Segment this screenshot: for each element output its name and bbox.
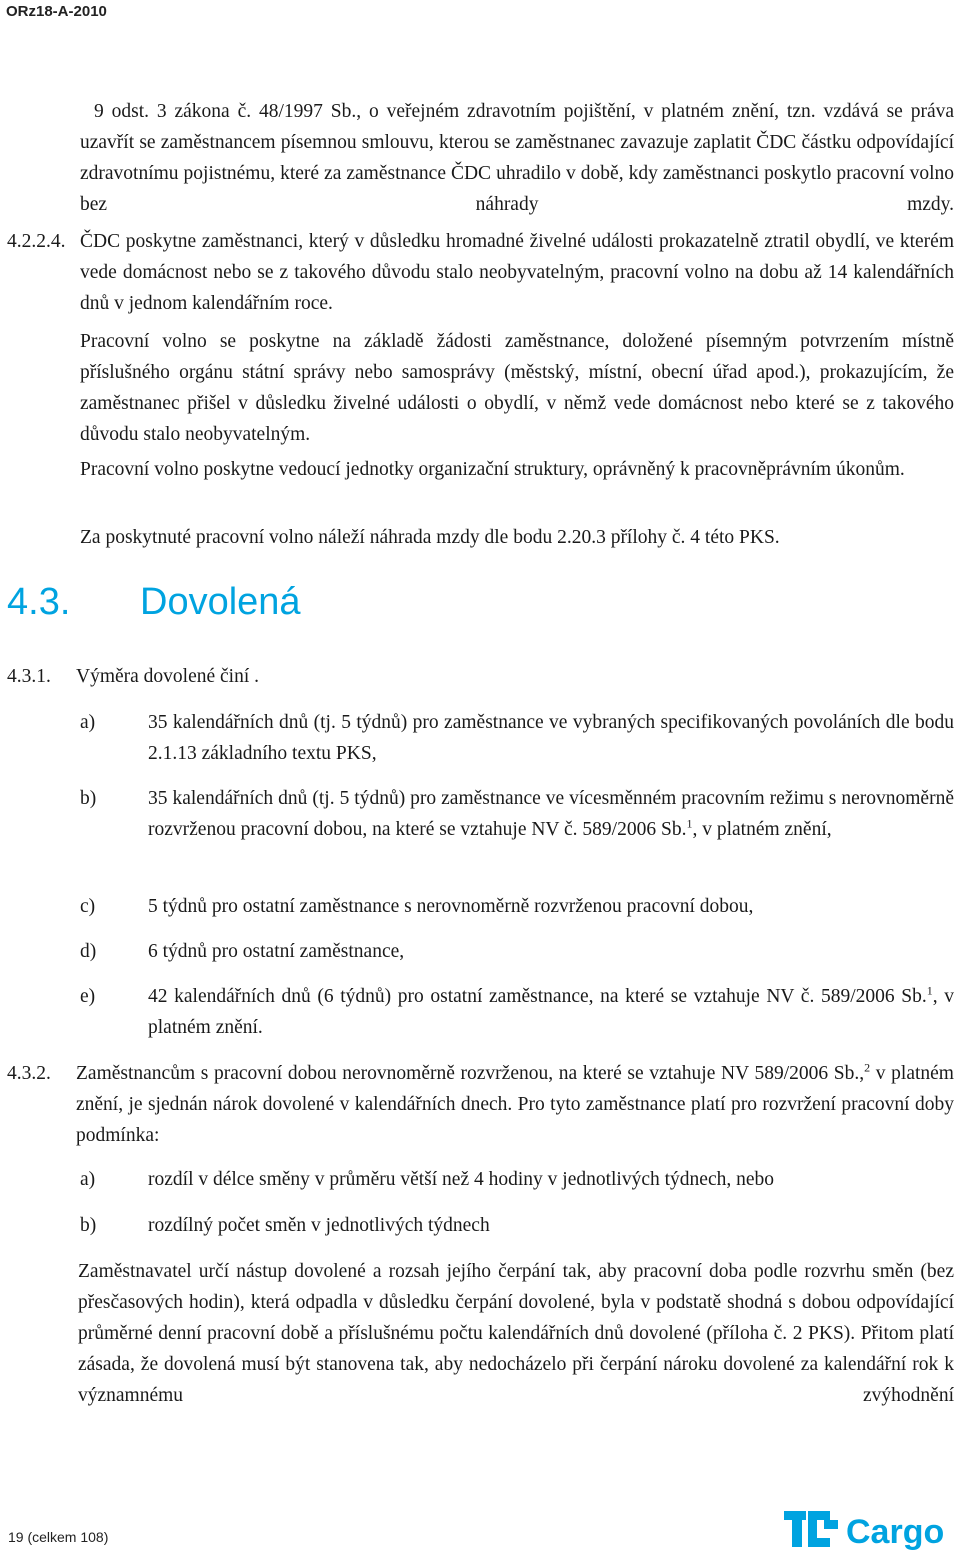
list-item-label: a): [80, 712, 96, 733]
page-number: 19 (celkem 108): [8, 1529, 109, 1545]
list-item-label: a): [80, 1169, 96, 1190]
cargo-logo: [784, 1505, 956, 1551]
list-item-label: b): [80, 788, 97, 809]
list-item-label: e): [80, 986, 96, 1007]
list-item-text: rozdílný počet směn v jednotlivých týdnech: [148, 1215, 490, 1236]
section-4-2-2-4-body: ČDC poskytne zaměstnanci, který v důsledku hromadné živelné události prokazatelně ztratil obydlí, ve kterém vede domácnost nebo se z takového důvodu stalo neobyvatelným, pracovní volno na dobu až 14 kalendářních dnů v jednom kalendářním roce.: [80, 231, 954, 314]
list-item-text: 6 týdnů pro ostatní zaměstnance,: [148, 941, 405, 962]
cd-logo-icon: [784, 1511, 838, 1547]
footnote-ref: 1: [686, 816, 693, 831]
section-4-3-1-text: Výměra dovolené činí .: [76, 666, 260, 687]
list-item-text: 35 kalendářních dnů (tj. 5 týdnů) pro zaměstnance ve vybraných specifikovaných povoláních dle bodu 2.1.13 základního textu PKS,: [148, 712, 954, 764]
section-number-4-3-1: 4.3.1.: [7, 666, 51, 687]
footnote-ref: 2: [864, 1060, 871, 1075]
section-4-3-2-text: [76, 1058, 954, 1151]
list-item-label: b): [80, 1215, 97, 1236]
section-4-3-2-text-tail: v platném znění, je sjednán nárok dovolené v kalendářních dnech. Pro tyto zaměstnance platí pro rozvržení pracovní doby podmínka:: [76, 1063, 954, 1146]
footnote-ref: 1: [926, 983, 933, 998]
list-item-label: c): [80, 896, 96, 917]
section-4-2-2-4-text: [80, 226, 954, 319]
list-item-text-tail: , v platném znění.: [148, 986, 954, 1038]
list-item-text-main: 35 kalendářních dnů (tj. 5 týdnů) pro zaměstnance ve vícesměnném pracovním režimu s nerovnoměrně rozvrženou pracovní dobou, na které se vztahuje NV č. 589/2006 Sb.: [148, 788, 954, 840]
list-item-label: d): [80, 941, 97, 962]
list-item-text: 5 týdnů pro ostatní zaměstnance s nerovnoměrně rozvrženou pracovní dobou,: [148, 896, 754, 917]
logo-text: Cargo: [846, 1513, 945, 1551]
section-number-4-3-2: 4.3.2.: [7, 1063, 51, 1084]
list-item-text-main: 42 kalendářních dnů (6 týdnů) pro ostatní zaměstnance, na které se vztahuje NV č. 589/2006 Sb.: [148, 986, 927, 1007]
list-item-text: [148, 981, 954, 1043]
document-code: ORz18-A-2010: [6, 3, 107, 20]
list-item-text: rozdíl v délce směny v průměru větší než 4 hodiny v jednotlivých týdnech, nebo: [148, 1169, 775, 1190]
top-paragraph-line1: [80, 96, 954, 220]
section-4-2-2-4-para3: Pracovní volno poskytne vedoucí jednotky organizační struktury, oprávněný k pracovněprávním úkonům.: [80, 459, 905, 480]
heading-title: Dovolená: [140, 581, 301, 623]
section-4-2-2-4-para2: Pracovní volno se poskytne na základě žádosti zaměstnance, doložené písemným potvrzením místně příslušného orgánu státní správy nebo samosprávy (městský, místní, obecní úřad apod.), prokazujícím, že zaměstnanec přišel v důsledku živelné události o obydlí, v němž vede domácnost nebo které se z takového důvodu stalo neobyvatelným.: [80, 331, 954, 445]
section-4-3-2-para2: Zaměstnavatel určí nástup dovolené a rozsah jejího čerpání tak, aby pracovní doba podle rozvrhu směn (bez přesčasových hodin), která odpadla v důsledku čerpání dovolené, byla v podstatě shodná s dobou odpovídající průměrné denní pracovní době a příslušnému počtu kalendářních dnů dovolené (příloha č. 2 PKS). Přitom platí zásada, že dovolená musí být stanovena tak, aby nedocházelo při čerpání nároku dovolené za kalendářní rok k významnému zvýhodnění: [78, 1261, 954, 1406]
heading-number: 4.3.: [7, 581, 71, 623]
top-paragraph-text: 9 odst. 3 zákona č. 48/1997 Sb., o veřejném zdravotním pojištění, v platném znění, tzn. vzdává se práva uzavřít se zaměstnancem písemnou smlouvu, kterou se zaměstnanec zavazuje zaplatit ČDC částku odpovídající zdravotnímu pojistnému, které za zaměstnance ČDC uhradilo v době, kdy zaměstnanci poskytlo pracovní volno bez náhrady mzdy.: [80, 101, 954, 215]
section-4-3-2-text-main: Zaměstnancům s pracovní dobou nerovnoměrně rozvrženou, na které se vztahuje NV 589/2006 Sb.,: [76, 1063, 865, 1084]
list-item-text-tail: , v platném znění,: [692, 819, 832, 840]
section-number-4-2-2-4: 4.2.2.4.: [7, 231, 66, 252]
list-item-text: [148, 783, 954, 845]
section-4-2-2-4-para4: Za poskytnuté pracovní volno náleží náhrada mzdy dle bodu 2.20.3 přílohy č. 4 této PKS.: [80, 527, 780, 548]
